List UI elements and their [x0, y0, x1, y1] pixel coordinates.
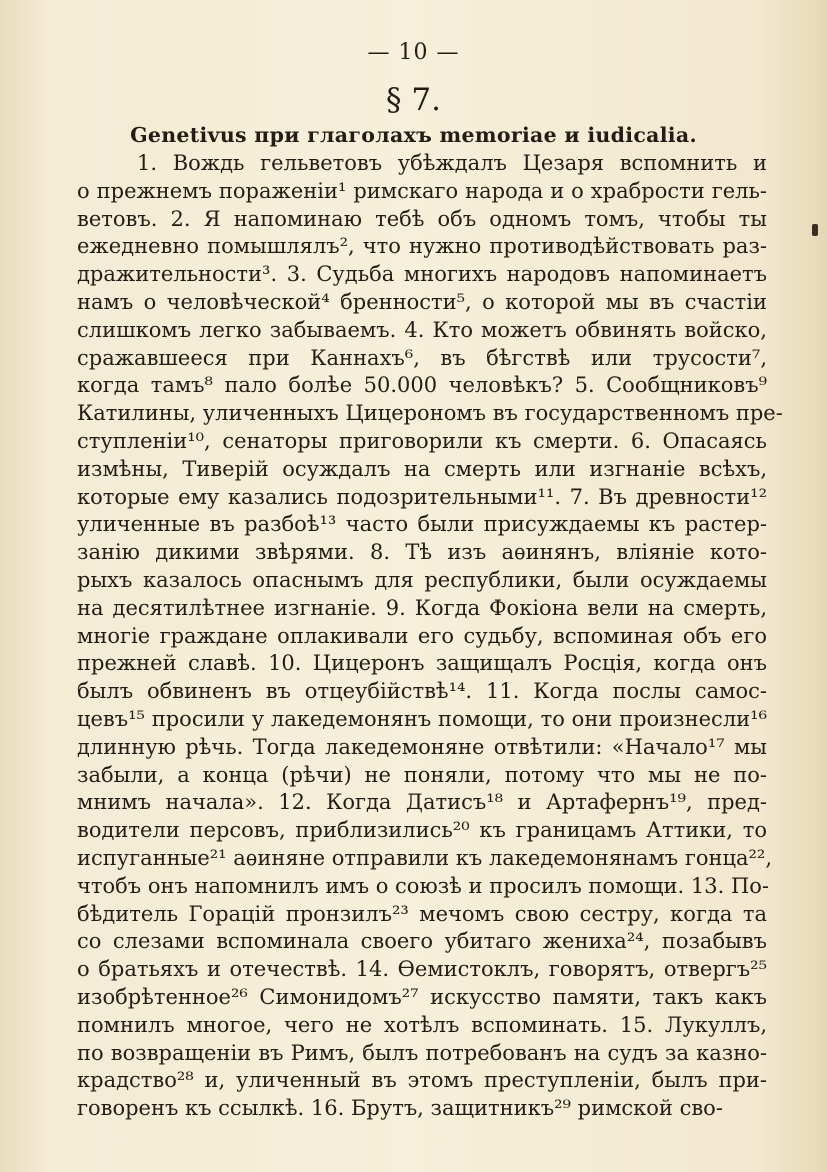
page-number: — 10 — [367, 40, 460, 65]
text-line: Катилины, уличенныхъ Цицерономъ въ государственномъ пре- [77, 401, 783, 426]
text-line: занію дикими звѣрями. 8. Тѣ изъ аѳинянъ, вліяніе кото- [77, 540, 767, 565]
text-line: былъ обвиненъ въ отцеубійствѣ¹⁴. 11. Когда послы самос- [77, 679, 767, 704]
text-line: прежней славѣ. 10. Цицеронъ защищалъ Росція, когда онъ [77, 651, 767, 676]
text-line: чтобъ онъ напомнилъ имъ о союзѣ и просилъ помощи. 13. По- [77, 873, 770, 898]
text-line: которые ему казались подозрительными¹¹. 7. Въ древности¹² [77, 484, 767, 509]
text-line: сражавшееся при Каннахъ⁶, въ бѣгствѣ или трусости⁷, [77, 345, 767, 370]
section-number: § 7. [386, 82, 441, 118]
text-line: длинную рѣчь. Тогда лакедемоняне отвѣтили: «Начало¹⁷ мы [77, 734, 767, 759]
text-line: мнимъ начала». 12. Когда Датисъ¹⁸ и Артафернъ¹⁹, пред- [77, 790, 767, 815]
text-line: 1. Вождь гельветовъ убѣждалъ Цезаря вспомнить и [137, 151, 767, 175]
text-line: дражительности³. 3. Судьба многихъ народовъ напоминаетъ [77, 262, 767, 287]
text-line: измѣны, Тиверій осуждалъ на смерть или изгнаніе всѣхъ, [77, 456, 767, 481]
text-line: о прежнемъ пораженіи¹ римскаго народа и о храбрости гель- [77, 178, 767, 203]
text-line: испуганные²¹ аѳиняне отправили къ лакедемонянамъ гонца²², [77, 845, 773, 870]
text-line: о братьяхъ и отечествѣ. 14. Ѳемистоклъ, говорятъ, отвергъ²⁵ [77, 957, 767, 982]
text-line: бѣдитель Горацій пронзилъ²³ мечомъ свою сестру, когда та [77, 901, 767, 926]
section-heading: Genetivus при глаголахъ memoriae и iudicalia. [130, 123, 697, 147]
text-line: со слезами вспоминала своего убитаго жениха²⁴, позабывъ [77, 929, 767, 954]
text-line: говоренъ къ ссылкѣ. 16. Брутъ, защитникъ²⁹ римской сво- [77, 1096, 723, 1121]
text-line: намъ о человѣческой⁴ бренности⁵, о которой мы въ счастіи [77, 289, 767, 314]
text-line: многіе граждане оплакивали его судьбу, вспоминая объ его [77, 623, 767, 648]
page-edge-mark [812, 224, 818, 236]
text-line: рыхъ казалось опаснымъ для республики, были осуждаемы [77, 567, 767, 592]
text-line: крадство²⁸ и, уличенный въ этомъ преступленіи, былъ при- [77, 1068, 767, 1093]
text-line: ежедневно помышлялъ², что нужно противодѣйствовать раз- [77, 234, 767, 259]
text-line: на десятилѣтнее изгнаніе. 9. Когда Фокіона вели на смерть, [77, 595, 767, 620]
text-line: водители персовъ, приблизились²⁰ къ границамъ Аттики, то [77, 818, 767, 843]
text-line: по возвращеніи въ Римъ, былъ потребованъ на судъ за казно- [77, 1040, 767, 1065]
text-line: помнилъ многое, чего не хотѣлъ вспоминать. 15. Лукуллъ, [77, 1012, 767, 1037]
text-line: изобрѣтенное²⁶ Симонидомъ²⁷ искусство памяти, такъ какъ [77, 984, 767, 1009]
text-line: уличенные въ разбоѣ¹³ часто были присуждаемы къ растер- [77, 512, 767, 537]
text-line: ветовъ. 2. Я напоминаю тебѣ объ одномъ томъ, чтобы ты [77, 206, 767, 231]
text-line: когда тамъ⁸ пало болѣе 50.000 человѣкъ? 5. Сообщниковъ⁹ [77, 373, 767, 398]
exercise-text [77, 150, 783, 1123]
text-line: слишкомъ легко забываемъ. 4. Кто можетъ обвинять войско, [77, 317, 767, 342]
text-line: цевъ¹⁵ просили у лакедемонянъ помощи, то они произнесли¹⁶ [77, 706, 767, 731]
text-line: ступленіи¹⁰, сенаторы приговорили къ смерти. 6. Опасаясь [77, 428, 767, 453]
text-line: забыли, а конца (рѣчи) не поняли, потому что мы не по- [77, 762, 767, 787]
